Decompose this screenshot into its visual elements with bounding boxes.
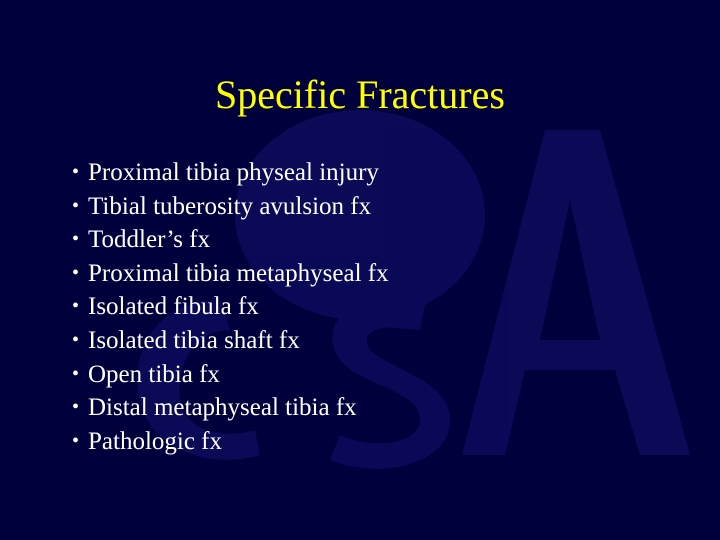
bullet-text: Tibial tuberosity avulsion fx bbox=[88, 192, 372, 220]
bullet-text: Proximal tibia metaphyseal fx bbox=[88, 259, 389, 287]
bullet-icon: • bbox=[72, 429, 80, 452]
bullet-text: Open tibia fx bbox=[88, 360, 220, 388]
bullet-icon: • bbox=[72, 261, 80, 284]
bullet-icon: • bbox=[72, 295, 80, 318]
bullet-icon: • bbox=[72, 362, 80, 385]
bullet-text: Distal metaphyseal tibia fx bbox=[88, 394, 357, 422]
bullet-text: Toddler’s fx bbox=[88, 226, 211, 254]
bullet-text: Isolated fibula fx bbox=[88, 293, 259, 321]
bullet-icon: • bbox=[72, 194, 80, 217]
bullet-text: Isolated tibia shaft fx bbox=[88, 326, 300, 354]
bullet-text: Pathologic fx bbox=[88, 427, 223, 455]
bullet-icon: • bbox=[72, 396, 80, 419]
bullet-icon: • bbox=[72, 228, 80, 251]
bullet-icon: • bbox=[72, 161, 80, 183]
slide-title: Specific Fractures bbox=[215, 72, 505, 117]
bullet-text: Proximal tibia physeal injury bbox=[88, 159, 379, 186]
bullet-icon: • bbox=[72, 328, 80, 351]
